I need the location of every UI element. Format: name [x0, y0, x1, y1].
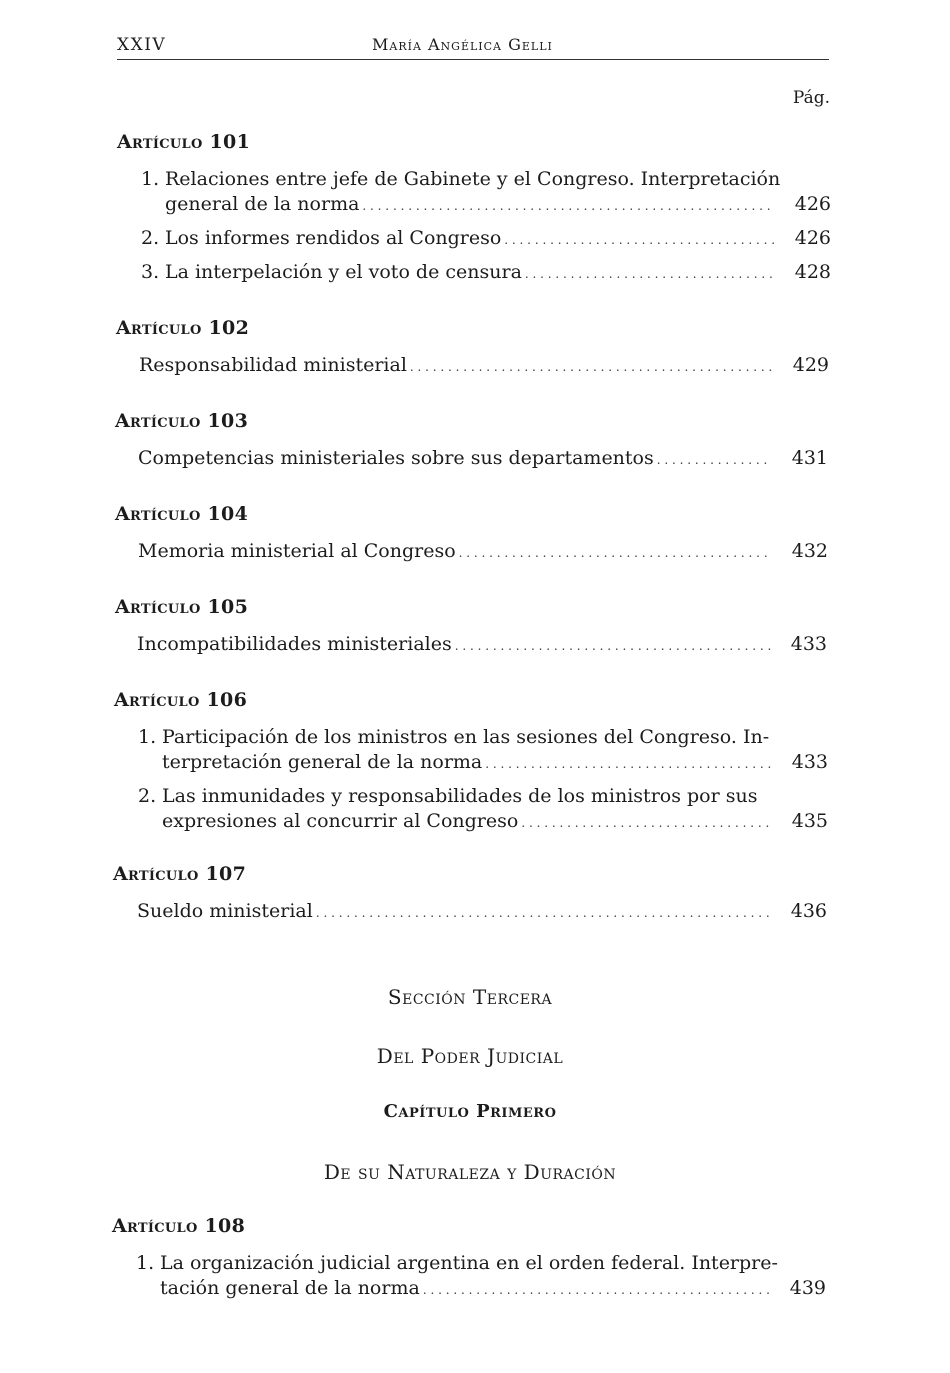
toc-entry[interactable]: [138, 539, 828, 566]
toc-entry[interactable]: [141, 226, 831, 253]
entry-page: 433: [790, 633, 827, 655]
entry-line: Sueldo ministerial: [137, 900, 313, 922]
toc-entry[interactable]: [138, 725, 828, 777]
entry-number: 2.: [141, 227, 160, 249]
entry-line: tación general de la norma: [160, 1277, 420, 1299]
article-heading: Artículo 108: [112, 1215, 246, 1237]
entry-line: La organización judicial argentina en el orden federal. Interpre-: [160, 1252, 778, 1274]
entry-number: 3.: [141, 261, 160, 283]
entry-number: 1.: [138, 726, 157, 748]
entry-line: expresiones al concurrir al Congreso: [162, 810, 519, 832]
dot-leader: [504, 228, 775, 253]
power-title: Del Poder Judicial: [376, 1044, 564, 1068]
entry-line: Las inmunidades y responsabilidades de los ministros por sus: [162, 785, 758, 807]
article-heading: Artículo 107: [113, 863, 247, 885]
article-heading: Artículo 103: [115, 410, 249, 432]
dot-leader: [657, 448, 772, 473]
dot-leader: [423, 1278, 770, 1303]
dot-leader: [521, 811, 772, 836]
entry-page: 432: [791, 540, 828, 562]
article-heading: Artículo 102: [116, 317, 250, 339]
dot-leader: [485, 752, 772, 777]
dot-leader: [410, 355, 773, 380]
entry-page: 426: [794, 193, 831, 215]
dot-leader: [316, 901, 771, 926]
entry-line: Incompatibilidades ministeriales: [137, 633, 452, 655]
entry-line: terpretación general de la norma: [162, 751, 483, 773]
entry-page: 428: [794, 261, 831, 283]
entry-number: 1.: [136, 1252, 155, 1274]
toc-entry[interactable]: [139, 353, 829, 380]
page-column-label: Pág.: [792, 88, 830, 108]
toc-entry[interactable]: [138, 784, 828, 836]
dot-leader: [362, 194, 775, 219]
toc-entry[interactable]: [141, 167, 831, 217]
entry-line: Los informes rendidos al Congreso: [165, 227, 502, 249]
entry-page: 426: [794, 227, 831, 249]
article-heading: Artículo 105: [115, 596, 249, 618]
header-rule: [117, 59, 829, 60]
toc-entry[interactable]: [141, 260, 831, 287]
entry-number: 1.: [141, 168, 160, 190]
chapter-title: Capítulo Primero: [383, 1101, 557, 1122]
running-header-author: María Angélica Gelli: [372, 35, 553, 54]
entry-line: Relaciones entre jefe de Gabinete y el Congreso. Interpretación: [165, 168, 781, 190]
entry-line: Participación de los ministros en las sesiones del Congreso. In-: [162, 726, 770, 748]
entry-page: 433: [791, 751, 828, 773]
entry-line: general de la norma: [165, 193, 360, 215]
entry-page: 436: [790, 900, 827, 922]
section-title: Sección Tercera: [387, 985, 553, 1009]
entry-page: 431: [791, 447, 828, 469]
entry-page: 439: [789, 1277, 826, 1299]
entry-page: 429: [792, 354, 829, 376]
dot-leader: [525, 262, 775, 287]
article-heading: Artículo 101: [117, 131, 251, 153]
chapter-subtitle: De su Naturaleza y Duración: [323, 1160, 617, 1184]
entry-line: La interpelación y el voto de censura: [165, 261, 522, 283]
entry-line: Memoria ministerial al Congreso: [138, 540, 456, 562]
entry-number: 2.: [138, 785, 157, 807]
toc-entry[interactable]: [137, 899, 827, 926]
article-heading: Artículo 104: [115, 503, 249, 525]
entry-line: Responsabilidad ministerial: [139, 354, 407, 376]
toc-entry[interactable]: [137, 632, 827, 659]
entry-page: 435: [791, 810, 828, 832]
dot-leader: [459, 541, 772, 566]
toc-entry[interactable]: [136, 1251, 826, 1303]
entry-line: Competencias ministeriales sobre sus departamentos: [138, 447, 654, 469]
article-heading: Artículo 106: [114, 689, 248, 711]
running-header-page-number: XXIV: [117, 35, 167, 55]
dot-leader: [455, 634, 771, 659]
toc-entry[interactable]: [138, 446, 828, 473]
